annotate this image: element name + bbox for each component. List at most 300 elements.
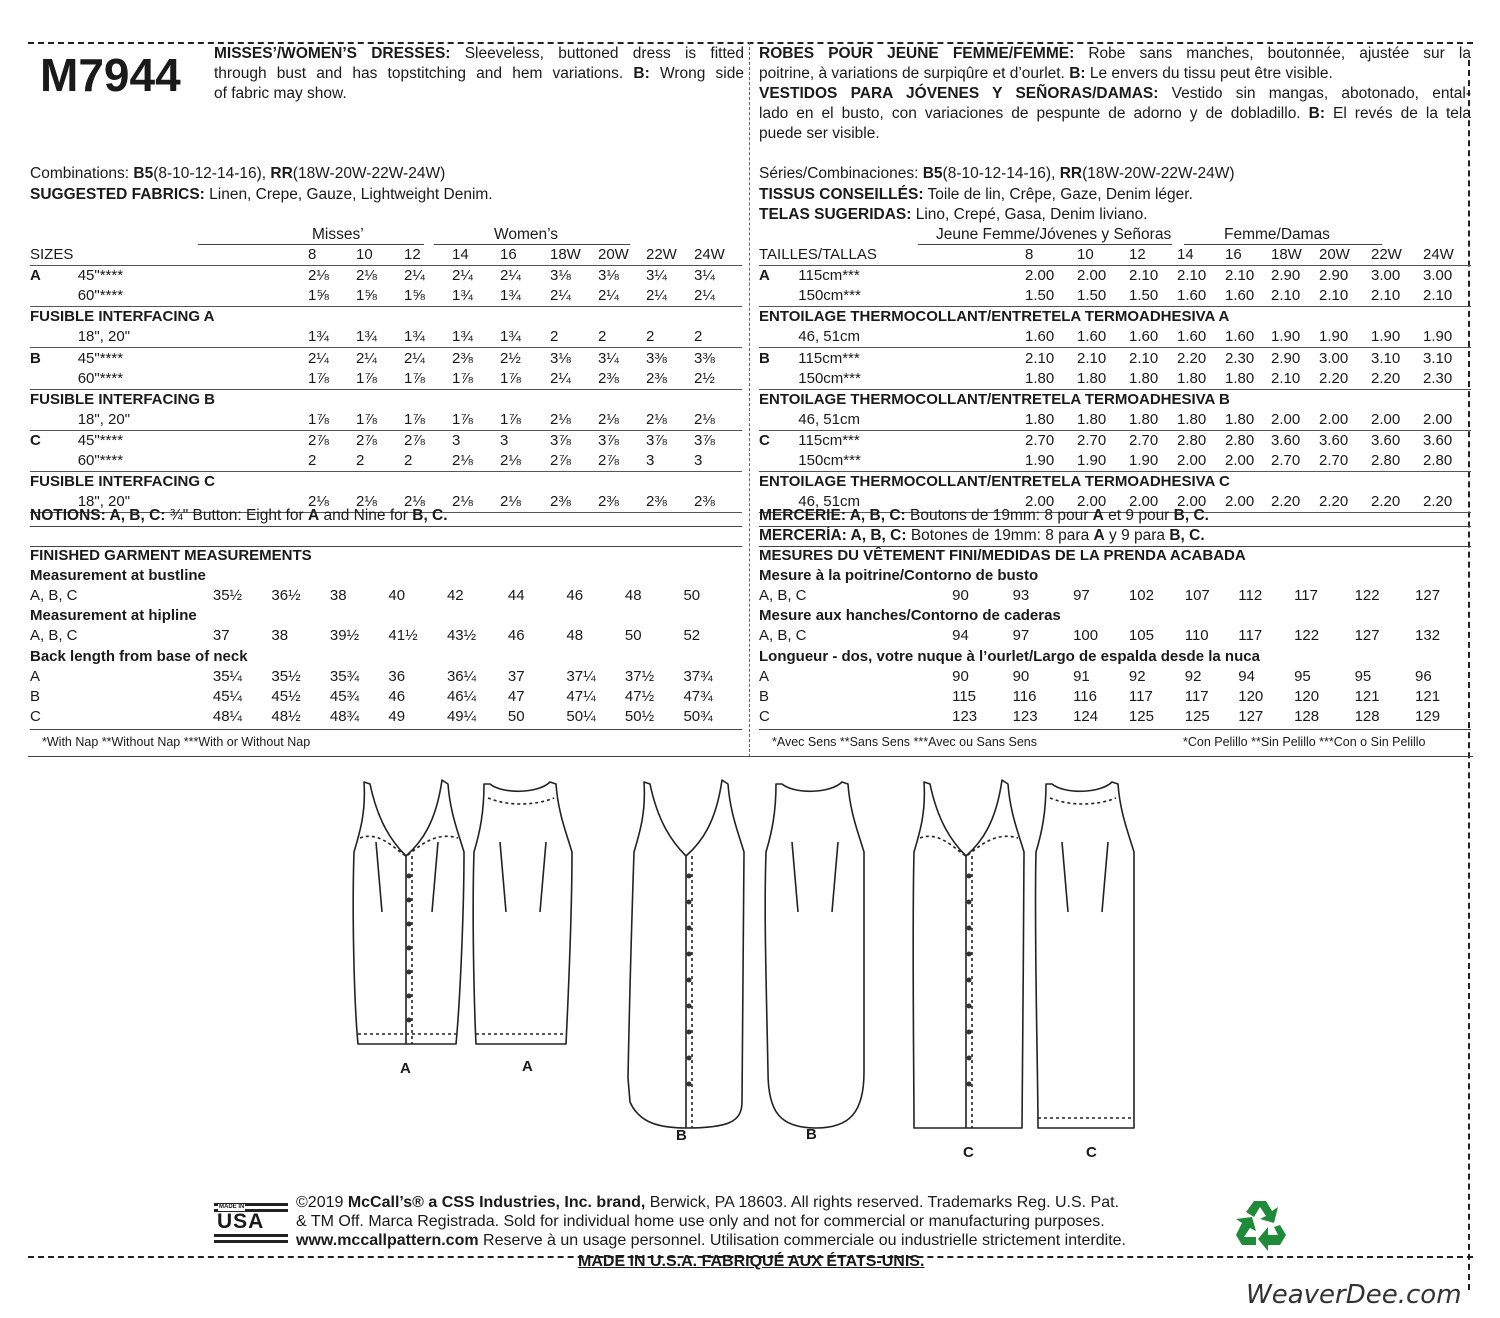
yardage-value: 2.70	[1271, 451, 1319, 472]
measurement-value: 35½	[271, 667, 301, 685]
table-row	[30, 266, 742, 287]
yardage-value: 2	[646, 327, 694, 348]
measurement-value: 48	[624, 587, 642, 605]
measurement-value: 46	[388, 687, 406, 705]
view-letters: B	[759, 687, 770, 705]
yardage-value: 3	[694, 451, 742, 472]
yardage-value: 1¾	[452, 327, 500, 348]
merceria: MERCERÍA: A, B, C: Botones de 19mm: 8 para A y 9 para B, C.	[759, 527, 1205, 544]
measurement-value: 39½	[329, 627, 360, 645]
yardage-value: 2¼	[452, 267, 473, 285]
interfacing-group-row	[759, 472, 1471, 493]
bust-label-text: Mesure à la poitrine/Contorno de busto	[759, 567, 1039, 585]
yardage-value: 2.00	[1077, 267, 1107, 285]
yardage-value: 2	[598, 327, 646, 348]
yardage-value: 1.50	[1129, 286, 1177, 307]
yardage-table-fr-es	[759, 245, 1471, 513]
fabric-width: 46, 51cm	[798, 327, 1025, 348]
hip-label-text: Measurement at hipline	[30, 607, 197, 625]
view-letters: C	[30, 707, 41, 725]
measurement-value: 37¼	[566, 667, 596, 685]
measurements-title	[30, 546, 742, 566]
yardage-value: 1.80	[1129, 410, 1177, 431]
measurement-value: 121	[1354, 687, 1380, 705]
measurement-value: 127	[1354, 627, 1380, 645]
interfacing-group-row	[30, 472, 742, 493]
yardage-value: 3.60	[1271, 431, 1301, 449]
yardage-value: 1.80	[1077, 410, 1129, 431]
yardage-value: 2.90	[1271, 267, 1301, 285]
measurement-value: 47½	[624, 687, 655, 705]
interfacing-group-row	[30, 389, 742, 410]
yardage-value: 3⅞	[694, 431, 715, 449]
yardage-value: 2.70	[1025, 431, 1055, 449]
yardage-value: 2¼	[646, 286, 694, 307]
measurement-value: 50	[683, 587, 701, 605]
yardage-value: 1.80	[1025, 369, 1077, 390]
measurement-value: 50½	[624, 707, 655, 725]
copyright-line-1: ©2019 McCall’s® a CSS Industries, Inc. brand, Berwick, PA 18603. All rights reserved. Trademarks Reg. U.S. Pat.	[296, 1194, 1120, 1211]
measurement-value: 123	[952, 707, 978, 725]
yardage-value: 1.90	[1025, 451, 1077, 472]
yardage-value: 2⅛	[356, 267, 377, 285]
right-bottom-rule	[759, 729, 1471, 730]
view-a-back-illustration	[473, 782, 572, 1044]
yardage-value: 2.20	[1371, 492, 1423, 513]
yardage-value: 2.30	[1423, 369, 1471, 390]
column-divider	[749, 42, 750, 757]
yardage-value: 3	[452, 431, 461, 449]
table-header-row	[30, 245, 742, 266]
view-letters: A	[759, 667, 770, 685]
yardage-value: 2.10	[1423, 286, 1471, 307]
table-row	[759, 687, 1471, 707]
yardage-value: 2.20	[1271, 492, 1319, 513]
yardage-value: 1¾	[500, 327, 550, 348]
yardage-value: 2.80	[1371, 451, 1423, 472]
yardage-value: 1⅞	[356, 410, 404, 431]
view-label-b-front: B	[676, 1127, 687, 1144]
view-letter: A	[759, 267, 770, 285]
measurement-value: 100	[1073, 627, 1099, 645]
nap-legend-fr: *Avec Sens **Sans Sens ***Avec ou Sans Sens	[772, 735, 1037, 749]
yardage-value: 2⅛	[356, 492, 404, 513]
view-letter	[759, 410, 798, 431]
measurement-value: 121	[1415, 687, 1441, 705]
yardage-value: 1.60	[1025, 327, 1077, 348]
measurement-value: 92	[1128, 667, 1146, 685]
interfacing-group-row	[759, 307, 1471, 328]
measurement-value: 45¾	[329, 687, 360, 705]
measurement-value: 48¼	[212, 707, 243, 725]
fabric-width: 18", 20"	[78, 410, 308, 431]
yardage-value: 2	[308, 451, 356, 472]
measurement-value: 37¾	[683, 667, 713, 685]
yardage-value: 1.80	[1129, 369, 1177, 390]
table-row	[30, 369, 742, 390]
yardage-value: 3.60	[1423, 431, 1453, 449]
measurement-value: 52	[683, 627, 701, 645]
copyright-line-2: & TM Off. Marca Registrada. Sold for individual home use only and not for commercial or manufacturing purposes.	[296, 1213, 1105, 1230]
fabric-width: 150cm***	[798, 451, 1025, 472]
misses-header: Misses’	[312, 226, 364, 243]
fabric-width: 18", 20"	[78, 327, 308, 348]
table-row	[759, 286, 1471, 307]
measurement-value: 117	[1184, 687, 1209, 705]
yardage-value: 2⅛	[452, 451, 500, 472]
yardage-value: 2	[550, 327, 598, 348]
hip-label	[759, 606, 1471, 626]
table-row	[30, 327, 742, 348]
yardage-value: 1⅞	[452, 410, 500, 431]
fabric-width: 45"****	[77, 431, 124, 449]
yardage-value: 2⅜	[646, 492, 694, 513]
copyright-line-3: www.mccallpattern.com Reserve à un usage personnel. Utilisation commerciale ou industrielle strictement interdite.	[296, 1232, 1126, 1249]
yardage-value: 2⅛	[550, 410, 598, 431]
femme-header: Femme/Damas	[1224, 226, 1330, 243]
measurement-value: 94	[1238, 667, 1255, 685]
yardage-value: 2.00	[1371, 410, 1423, 431]
measurement-value: 46	[566, 587, 584, 605]
measurement-value: 90	[952, 667, 969, 685]
usa-logo-big: USA	[217, 1210, 265, 1233]
measurement-value: 42	[446, 587, 464, 605]
pattern-code: M7944	[40, 49, 181, 101]
nap-legend-es: *Con Pelillo **Sin Pelillo ***Con o Sin Pelillo	[1183, 735, 1426, 749]
yardage-value: 2.10	[1129, 349, 1159, 367]
yardage-value: 1.90	[1271, 327, 1319, 348]
yardage-value: 3⅛	[598, 267, 619, 285]
yardage-value: 2⅞	[308, 431, 329, 449]
yardage-value: 1¾	[404, 327, 452, 348]
measurement-value: 38	[329, 587, 347, 605]
yardage-value: 3.00	[1423, 267, 1453, 285]
yardage-value: 2½	[500, 349, 521, 367]
yardage-value: 3⅞	[646, 431, 667, 449]
yardage-value: 1⅞	[404, 410, 452, 431]
yardage-value: 2¼	[550, 369, 598, 390]
measurement-value: 120	[1294, 687, 1320, 705]
yardage-value: 2.20	[1319, 492, 1371, 513]
yardage-value: 2⅜	[646, 369, 694, 390]
size-header: 24W	[694, 245, 742, 266]
suggested-fabrics: SUGGESTED FABRICS: Linen, Crepe, Gauze, Lightweight Denim.	[30, 186, 493, 203]
size-header: 20W	[1319, 245, 1371, 266]
measurement-value: 128	[1354, 707, 1380, 725]
table-row	[30, 626, 742, 646]
mercerie: MERCERIE: A, B, C: Boutons de 19mm: 8 pour A et 9 pour B, C.	[759, 507, 1209, 524]
yardage-value: 2⅛	[598, 410, 646, 431]
measurements-title	[759, 546, 1471, 566]
yardage-value: 1.80	[1225, 410, 1271, 431]
measurement-value: 48	[566, 627, 584, 645]
sizes-label: SIZES	[30, 245, 308, 266]
mercerie-rule	[759, 526, 1471, 527]
measurement-value: 37½	[624, 667, 655, 685]
measurement-value: 35¾	[329, 667, 360, 685]
view-letter	[759, 286, 798, 307]
bust-label	[30, 566, 742, 586]
view-letters: A	[30, 667, 41, 685]
view-letter	[759, 451, 798, 472]
view-letter	[759, 327, 798, 348]
view-letter	[759, 369, 798, 390]
size-header: 10	[356, 245, 404, 266]
yardage-value: 2.00	[1271, 410, 1319, 431]
view-letter: B	[30, 349, 41, 367]
measurement-value: 90	[952, 587, 969, 605]
measurements-title-text: FINISHED GARMENT MEASUREMENTS	[30, 547, 312, 565]
table-row	[759, 430, 1471, 451]
yardage-value: 2	[404, 451, 452, 472]
yardage-value: 2¼	[500, 267, 521, 285]
measurement-value: 124	[1073, 707, 1099, 725]
yardage-value: 1.80	[1077, 369, 1129, 390]
view-letter	[30, 410, 78, 431]
yardage-value: 2½	[694, 369, 742, 390]
group-title: FUSIBLE INTERFACING A	[30, 308, 215, 326]
view-label-c-back: C	[1086, 1144, 1097, 1161]
yardage-value: 2.00	[1225, 451, 1271, 472]
yardage-value: 1.90	[1371, 327, 1423, 348]
weaverdee-watermark: WeaverDee.com	[1246, 1280, 1462, 1310]
measurement-value: 123	[1012, 707, 1038, 725]
garment-illustrations	[340, 772, 1160, 1192]
table-row	[759, 369, 1471, 390]
yardage-value: 2⅛	[308, 267, 329, 285]
bust-label	[759, 566, 1471, 586]
full-width-rule	[28, 756, 1473, 757]
size-header: 16	[1225, 245, 1271, 266]
size-header: 20W	[598, 245, 646, 266]
yardage-value: 2	[694, 327, 742, 348]
measurement-value: 43½	[446, 627, 477, 645]
table-row	[759, 410, 1471, 431]
yardage-value: 1.90	[1077, 451, 1129, 472]
measurement-value: 92	[1184, 667, 1202, 685]
yardage-value: 2⅞	[550, 451, 598, 472]
nap-legend-en: *With Nap **Without Nap ***With or Without Nap	[42, 735, 311, 749]
yardage-value: 3.10	[1423, 349, 1453, 367]
view-a-front-illustration	[353, 780, 464, 1044]
yardage-value: 3⅛	[550, 267, 571, 285]
yardage-value: 2⅞	[404, 431, 425, 449]
yardage-value: 3	[646, 451, 694, 472]
left-bottom-rule	[30, 729, 742, 730]
yardage-value: 3¼	[694, 267, 715, 285]
table-row	[30, 286, 742, 307]
yardage-value: 2.10	[1319, 286, 1371, 307]
yardage-value: 2¼	[404, 349, 425, 367]
yardage-value: 1⅞	[452, 369, 500, 390]
measurement-value: 93	[1012, 587, 1030, 605]
measurement-value: 95	[1294, 667, 1311, 685]
table-row	[759, 327, 1471, 348]
table-row	[30, 687, 742, 707]
yardage-value: 1.50	[1077, 286, 1129, 307]
yardage-value: 1⅞	[500, 369, 550, 390]
yardage-value: 1.80	[1225, 369, 1271, 390]
measurement-value: 127	[1238, 707, 1264, 725]
yardage-value: 1.80	[1177, 410, 1225, 431]
measurement-value: 37	[212, 627, 230, 645]
yardage-value: 2⅞	[598, 451, 646, 472]
yardage-value: 2	[356, 451, 404, 472]
yardage-value: 2⅛	[500, 492, 550, 513]
measurement-value: 110	[1184, 627, 1209, 645]
yardage-value: 2.10	[1129, 267, 1159, 285]
finished-measurements-en	[30, 546, 742, 727]
notions-rule	[30, 526, 742, 527]
back-length-label-text: Back length from base of neck	[30, 647, 248, 665]
yardage-value: 3⅞	[598, 431, 619, 449]
yardage-value: 1.90	[1129, 451, 1177, 472]
telas: TELAS SUGERIDAS: Lino, Crepé, Gasa, Denim liviano.	[759, 206, 1148, 223]
notions: NOTIONS: A, B, C: ¾" Button: Eight for A and Nine for B, C.	[30, 507, 448, 524]
combinations: Combinations: B5(8-10-12-14-16), RR(18W-20W-22W-24W)	[30, 165, 446, 182]
group-title: ENTOILAGE THERMOCOLLANT/ENTRETELA TERMOADHESIVA B	[759, 390, 1230, 408]
jeune-header: Jeune Femme/Jóvenes y Señoras	[936, 226, 1172, 243]
yardage-value: 2.10	[1271, 286, 1319, 307]
yardage-value: 1.90	[1319, 327, 1371, 348]
yardage-value: 2⅛	[646, 410, 694, 431]
measurement-value: 49	[388, 707, 406, 725]
yardage-value: 3⅜	[646, 349, 667, 367]
yardage-value: 2⅜	[694, 492, 742, 513]
yardage-value: 2.80	[1423, 451, 1471, 472]
measurement-value: 50	[624, 627, 642, 645]
yardage-value: 1⅞	[308, 410, 356, 431]
table-header-row	[759, 245, 1471, 266]
yardage-value: 2⅜	[452, 349, 473, 367]
table-row	[30, 430, 742, 451]
view-letter: C	[30, 431, 41, 449]
measurement-value: 95	[1354, 667, 1372, 685]
measurements-title-text: MESURES DU VÊTEMENT FINI/MEDIDAS DE LA PRENDA ACABADA	[759, 547, 1246, 565]
measurement-value: 105	[1128, 627, 1154, 645]
measurement-value: 48½	[271, 707, 301, 725]
yardage-value: 1⅝	[356, 286, 404, 307]
measurement-value: 40	[388, 587, 406, 605]
measurement-value: 46	[507, 627, 525, 645]
size-header: 18W	[1271, 245, 1319, 266]
yardage-value: 2.20	[1319, 369, 1371, 390]
made-in-usa-logo	[214, 1203, 288, 1243]
view-letter: B	[759, 349, 770, 367]
yardage-value: 2.00	[1025, 492, 1077, 513]
yardage-value: 2⅛	[308, 492, 356, 513]
measurement-value: 122	[1354, 587, 1380, 605]
measurement-value: 94	[952, 627, 969, 645]
measurement-value: 97	[1012, 627, 1030, 645]
fabric-width: 18", 20"	[78, 492, 308, 513]
fabric-width: 60"****	[78, 451, 308, 472]
measurement-value: 91	[1073, 667, 1090, 685]
yardage-value: 2⅜	[550, 492, 598, 513]
size-header: 8	[308, 245, 356, 266]
interfacing-group-row	[30, 307, 742, 328]
measurement-value: 132	[1415, 627, 1441, 645]
measurement-value: 127	[1415, 587, 1441, 605]
yardage-value: 2.10	[1225, 267, 1255, 285]
yardage-value: 2.30	[1225, 349, 1255, 367]
yardage-value: 1⅞	[404, 369, 452, 390]
series: Séries/Combinaciones: B5(8-10-12-14-16), RR(18W-20W-22W-24W)	[759, 165, 1235, 182]
view-letters: A, B, C	[759, 587, 807, 605]
table-row	[759, 348, 1471, 369]
yardage-value: 1⅞	[308, 369, 356, 390]
yardage-value: 2.10	[1271, 369, 1319, 390]
finished-measurements-fr-es	[759, 546, 1471, 727]
measurement-value: 35¼	[212, 667, 243, 685]
fabric-width: 60"****	[78, 369, 308, 390]
measurement-value: 36½	[271, 587, 301, 605]
measurement-value: 38	[271, 627, 289, 645]
group-title: FUSIBLE INTERFACING C	[30, 473, 216, 491]
size-header: 16	[500, 245, 550, 266]
yardage-value: 2.00	[1025, 267, 1055, 285]
yardage-value: 2.00	[1177, 451, 1225, 472]
view-c-front-illustration	[913, 780, 1024, 1128]
yardage-value: 1.60	[1177, 327, 1225, 348]
measurement-value: 50¼	[566, 707, 596, 725]
measurement-value: 46¼	[446, 687, 477, 705]
yardage-value: 3.00	[1371, 267, 1401, 285]
table-row	[759, 626, 1471, 646]
yardage-value: 2.00	[1225, 492, 1271, 513]
yardage-value: 2.00	[1129, 492, 1177, 513]
view-letter	[30, 286, 78, 307]
view-c-back-illustration	[1035, 782, 1134, 1128]
table-row	[30, 586, 742, 606]
measurement-value: 116	[1073, 687, 1097, 705]
measurement-value: 117	[1238, 627, 1263, 645]
yardage-value: 2.70	[1077, 431, 1107, 449]
yardage-value: 1¾	[308, 327, 356, 348]
table-row	[759, 586, 1471, 606]
yardage-value: 1¾	[356, 327, 404, 348]
measurement-value: 97	[1073, 587, 1090, 605]
view-label-c-front: C	[963, 1144, 974, 1161]
yardage-value: 2.10	[1077, 349, 1107, 367]
usa-logo-small: MADE IN	[219, 1204, 245, 1210]
bust-label-text: Measurement at bustline	[30, 567, 206, 585]
view-letter: C	[759, 431, 770, 449]
fabric-width: 45"****	[77, 267, 124, 285]
yardage-value: 2.00	[1423, 410, 1471, 431]
fabric-width: 60"****	[78, 286, 308, 307]
measurement-value: 96	[1415, 667, 1432, 685]
yardage-value: 1¾	[452, 286, 500, 307]
group-title: ENTOILAGE THERMOCOLLANT/ENTRETELA TERMOADHESIVA A	[759, 308, 1230, 326]
yardage-value: 2.80	[1225, 431, 1255, 449]
yardage-value: 2⅛	[404, 492, 452, 513]
measurement-value: 129	[1415, 707, 1441, 725]
measurement-value: 120	[1238, 687, 1264, 705]
french-spanish-description: ROBES POUR JEUNE FEMME/FEMME: Robe sans manches, boutonnée, ajustée sur la poitrine, à variations de surpiqûre et d’ourlet. B: Le envers du tissu peut être visible. VESTIDOS PARA JÓVENES Y SEÑORAS/DAMAS: Vestido sin mangas, abotonado, ental- lado en el busto, con variaciones de pespunte de adorno y de dobladillo. B: El revés de la tela puede ser visible.	[759, 45, 1471, 142]
size-header: 18W	[550, 245, 598, 266]
yardage-value: 2.00	[1177, 492, 1225, 513]
yardage-value: 2¼	[550, 286, 598, 307]
group-title: ENTOILAGE THERMOCOLLANT/ENTRETELA TERMOADHESIVA C	[759, 473, 1230, 491]
view-b-front-illustration	[628, 780, 744, 1128]
yardage-value: 2¼	[404, 267, 425, 285]
fabric-width: 46, 51cm	[798, 492, 1025, 513]
hip-label-text: Mesure aux hanches/Contorno de caderas	[759, 607, 1061, 625]
size-header: 10	[1077, 245, 1129, 266]
yardage-value: 2.20	[1177, 349, 1207, 367]
measurement-value: 35½	[212, 587, 243, 605]
